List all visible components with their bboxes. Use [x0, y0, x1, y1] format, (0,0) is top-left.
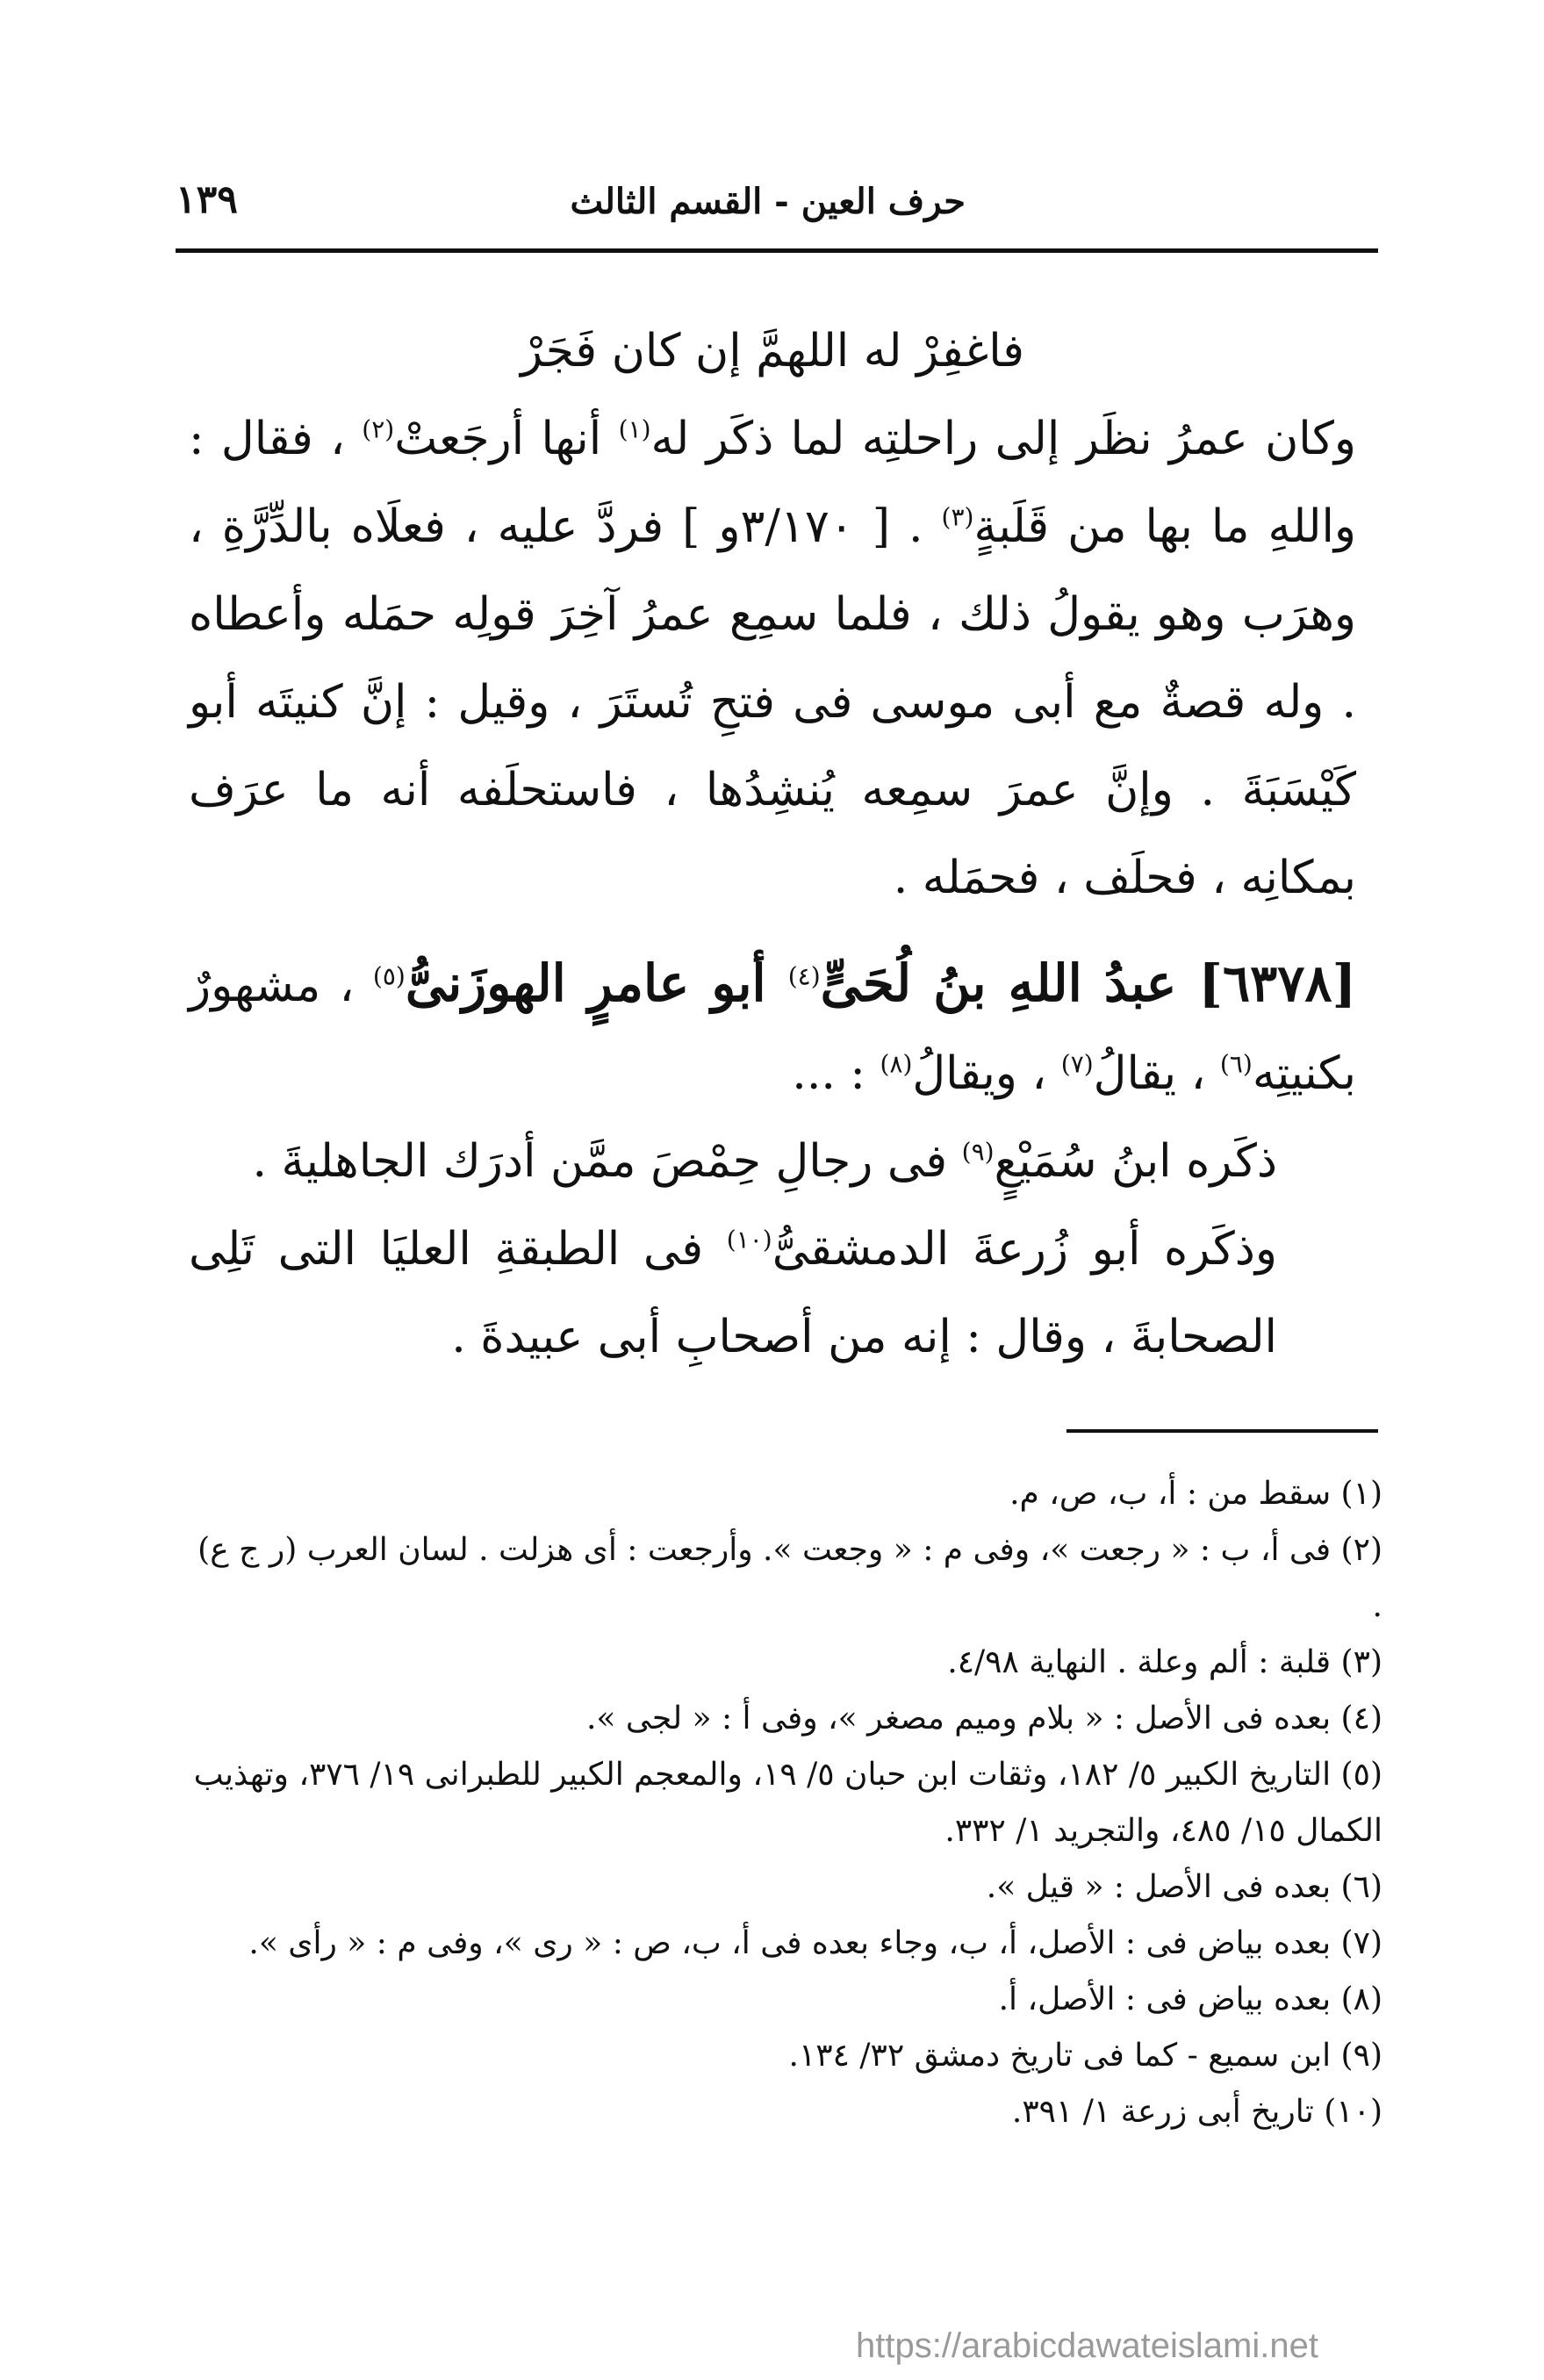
text-segment: ، يقالُ: [1093, 1047, 1220, 1100]
footnote-7: (٧) بعده بياض فى : الأصل، أ، ب، وجاء بعده فى أ، ب، ص : « رى »، وفى م : « رأى ».: [248, 1925, 1382, 1961]
footnote-5: (٥) التاريخ الكبير ٥/ ١٨٢، وثقات ابن حبان ٥/ ١٩، والمعجم الكبير للطبرانى ١٩/ ٣٧٦، وتهذيب الكمال ١٥/ ٤٨٥، والتجريد ١/ ٣٣٢.: [193, 1757, 1382, 1849]
watermark-url: https://arabicdawateislami.net: [856, 2326, 1318, 2365]
paragraph-2: [189, 1118, 1356, 1205]
footnote-rule: [1066, 1429, 1378, 1433]
text-segment: وذكَره أبو زُرعةَ الدمشقىُّ: [772, 1223, 1277, 1276]
footnote-3: (٣) قلبة : ألم وعلة . النهاية ٤/٩٨.: [947, 1644, 1382, 1680]
biography-entry: [189, 939, 1356, 1118]
text-segment: ذكَره ابنُ سُمَيْعٍ: [994, 1135, 1277, 1188]
footnote-ref: (٧): [1060, 1049, 1094, 1079]
footnote-ref: (٨): [880, 1049, 913, 1079]
poetry-verse: فاغفِرْ له اللهمَّ إن كان فَجَرْ: [521, 325, 1024, 377]
text-segment: : ...: [792, 1047, 880, 1100]
footnote-ref: (١٠): [726, 1225, 772, 1255]
footnote-6: (٦) بعده فى الأصل : « قيل ».: [986, 1869, 1382, 1905]
chapter-title: حرف العين - القسم الثالث: [570, 181, 966, 222]
footnote-10: (١٠) تاريخ أبى زرعة ١/ ٣٩١.: [1011, 2094, 1382, 2130]
footnote-ref: (٥): [372, 961, 406, 991]
footnote-ref: (١): [618, 414, 651, 444]
text-segment: وكان عمرُ نظَر إلى راحلتِه لما ذكَر له: [650, 413, 1357, 465]
footnote-4: (٤) بعده فى الأصل : « بلام وميم مصغر »، وفى أ : « لجى ».: [585, 1701, 1382, 1736]
entry-name: عبدُ اللهِ بنُ لُحَىٍّ: [820, 953, 1199, 1013]
footnote-9: (٩) ابن سميع - كما فى تاريخ دمشق ٣٢/ ١٣٤.: [788, 2038, 1382, 2074]
footnote-2: (٢) فى أ، ب : « رجعت »، وفى م : « وجعت ». وأرجعت : أى هزلت . لسان العرب (ر ج ع) .: [197, 1532, 1382, 1624]
text-segment: فى الطبقةِ العليَا التى تَلِى الصحابةَ ، وقال : إنه من أصحابِ أبى عبيدةَ .: [189, 1223, 1277, 1363]
footnote-ref: (٩): [961, 1137, 995, 1167]
paragraph-1: [189, 395, 1356, 922]
footnote-ref: (٢): [362, 414, 395, 444]
text-segment: ، مشهورٌ بكنيتِه: [189, 960, 1356, 1100]
footnote-ref: (٤): [787, 961, 821, 991]
entry-kunya: أبو عامرٍ الهوزَنىُّ: [405, 953, 788, 1013]
text-segment: . [ ٣/١٧٠و ] فردَّ عليه ، فعلَاه بالدِّرَّةِ ، وهرَب وهو يقولُ ذلك ، فلما سمِع عمرُ آخِرَ قولِه حمَله وأعطاه . وله قصةٌ مع أبى موسى فى فتحِ تُستَرَ ، وقيل : إنَّ كنيتَه أبو كَيْسَبَةَ . وإنَّ عمرَ سمِعه يُنشِدُها ، فاستحلَفه أنه ما عرَف بمكانِه ، فحلَف ، فحمَله .: [189, 500, 1356, 904]
footnote-ref: (٣): [941, 502, 974, 532]
main-text: [189, 307, 1356, 1381]
footnotes-section: [189, 1466, 1382, 2140]
text-segment: ، ويقالُ: [912, 1047, 1061, 1100]
paragraph-3: [189, 1205, 1356, 1381]
page-number: ١٣٩: [176, 177, 238, 222]
text-segment: أنها أرجَعتْ: [394, 413, 619, 465]
footnote-8: (٨) بعده بياض فى : الأصل، أ.: [998, 1981, 1382, 2017]
header-rule: [176, 248, 1378, 253]
entry-number: [٦٣٧٨]: [1198, 953, 1357, 1013]
footnote-ref: (٦): [1219, 1049, 1253, 1079]
footnote-1: (١) سقط من : أ، ب، ص، م.: [1009, 1476, 1382, 1512]
text-segment: فى رجالِ حِمْصَ ممَّن أدرَك الجاهليةَ .: [252, 1135, 962, 1188]
running-header: [176, 176, 1378, 228]
text-segment: ، فقال : واللهِ ما بها من قَلَبةٍ: [189, 413, 1357, 553]
